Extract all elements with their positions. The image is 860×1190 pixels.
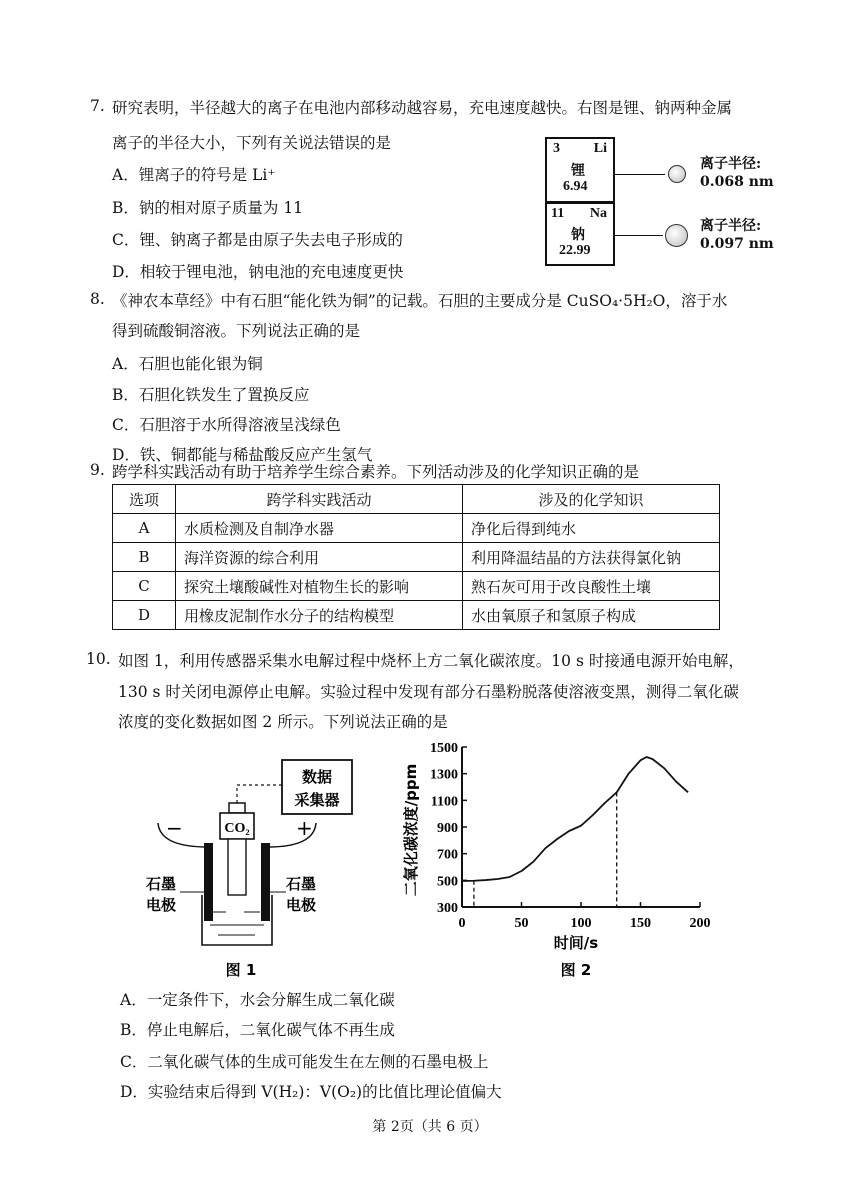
na-radius-label [700, 217, 774, 253]
figure-1-caption: 图 1 [225, 961, 257, 979]
figure-2-caption: 图 2 [560, 961, 592, 979]
li-connector-line [613, 174, 665, 175]
left-graphite-electrode [204, 843, 213, 921]
q8-number: 8. [90, 290, 105, 308]
na-mass: 22.99 [559, 243, 591, 258]
q10-option-b: B．停止电解后，二氧化碳气体不再生成 [120, 1021, 395, 1039]
q8-option-d: D．铁、铜都能与稀盐酸反应产生氢气 [112, 446, 373, 464]
table-cell: 净化后得到纯水 [463, 514, 720, 543]
chart-x-tick-label: 100 [570, 916, 592, 931]
q8-option-c: C．石胆溶于水所得溶液呈浅绿色 [112, 416, 341, 434]
na-radius-title: 离子半径: [700, 218, 762, 234]
q10-number: 10. [86, 650, 111, 668]
table-cell: 水由氧原子和氢原子构成 [463, 601, 720, 630]
q9-stem: 跨学科实践活动有助于培养学生综合素养。下列活动涉及的化学知识正确的是 [112, 463, 640, 481]
table-header-activity: 跨学科实践活动 [176, 485, 463, 514]
sensor-head [229, 803, 245, 813]
chart-x-tick-label: 150 [630, 916, 651, 931]
li-atomic-number: 3 [553, 141, 560, 156]
table-cell: D [113, 601, 176, 630]
table-row [113, 572, 720, 601]
table-row [113, 601, 720, 630]
table-cell: 利用降温结晶的方法获得氯化钠 [463, 543, 720, 572]
q10-option-a: A．一定条件下，水会分解生成二氧化碳 [120, 991, 395, 1009]
q7-option-d: D．相较于锂电池，钠电池的充电速度更快 [112, 263, 404, 281]
li-mass: 6.94 [563, 179, 588, 194]
chart-y-tick-label: 700 [437, 847, 458, 863]
li-name: 锂 [571, 164, 585, 179]
li-radius-value: 0.068 nm [700, 174, 774, 190]
na-ion-circle [665, 224, 688, 247]
table-header-knowledge: 涉及的化学知识 [463, 485, 720, 514]
sensor-cable [237, 785, 282, 803]
collector-label-2: 采集器 [294, 791, 340, 809]
minus-sign: − [166, 816, 183, 840]
chart-y-tick-label: 900 [437, 821, 458, 836]
q8-option-a: A．石胆也能化银为铜 [112, 355, 263, 373]
table-cell: C [113, 572, 176, 601]
na-radius-value: 0.097 nm [700, 236, 774, 252]
table-cell: 水质检测及自制净水器 [176, 514, 463, 543]
q8-stem-line2: 得到硫酸铜溶液。下列说法正确的是 [112, 322, 361, 340]
na-atomic-number: 11 [551, 206, 565, 221]
chart-x-axis-label: 时间/s [553, 934, 599, 952]
chart-x-tick-label: 0 [458, 916, 466, 931]
chart-y-tick-label: 1500 [430, 741, 458, 756]
lithium-element-card [545, 137, 615, 203]
right-electrode-label-1: 石墨 [286, 875, 317, 893]
q7-stem-line2: 离子的半径大小，下列有关说法错误的是 [112, 134, 392, 152]
page-footer: 第 2页（共 6 页） [372, 1119, 488, 1135]
q10-option-c: C．二氧化碳气体的生成可能发生在左侧的石墨电极上 [120, 1053, 489, 1071]
figure-2-co2-chart [398, 735, 728, 985]
q7-option-c: C．锂、钠离子都是由原子失去电子形成的 [112, 231, 403, 249]
chart-y-tick-label: 1100 [430, 794, 458, 810]
table-row [113, 543, 720, 572]
li-radius-title: 离子半径: [700, 156, 762, 172]
q9-number: 9. [90, 461, 105, 479]
chart-y-tick-label: 300 [437, 901, 458, 916]
chart-x-tick-label: 50 [514, 916, 529, 931]
collector-label-1: 数据 [301, 768, 333, 786]
li-ion-circle [668, 165, 686, 183]
co2-sensor-label: CO₂ [224, 821, 250, 836]
q7-option-a: A．锂离子的符号是 Li⁺ [112, 166, 276, 184]
table-header-row [113, 485, 720, 514]
chart-y-tick-label: 1300 [430, 767, 458, 783]
table-cell: 探究土壤酸碱性对植物生长的影响 [176, 572, 463, 601]
chart-x-tick-label: 200 [689, 916, 711, 931]
na-symbol: Na [589, 206, 607, 221]
left-electrode-label-2: 电极 [146, 896, 177, 914]
q7-stem-line1: 研究表明，半径越大的离子在电池内部移动越容易，充电速度越快。右图是锂、钠两种金属 [112, 99, 733, 117]
na-name: 钠 [571, 228, 585, 243]
q7-option-b: B．钠的相对原子质量为 11 [112, 199, 304, 217]
q7-number: 7. [90, 97, 105, 115]
q10-stem-line2: 130 s 时关闭电源停止电解。实验过程中发现有部分石墨粉脱落使溶液变黑，测得二氧化碳 [118, 683, 739, 701]
na-connector-line [613, 235, 663, 236]
plus-sign: + [296, 816, 313, 840]
sodium-element-card [545, 202, 615, 266]
q8-stem-line1: 《神农本草经》中有石胆“能化铁为铜”的记载。石胆的主要成分是 CuSO₄·5H₂O，溶于水 [112, 292, 728, 310]
q8-option-b: B．石胆化铁发生了置换反应 [112, 386, 310, 404]
q10-stem-line1: 如图 1，利用传感器采集水电解过程中烧杯上方二氧化碳浓度。10 s 时接通电源开始电解， [118, 652, 744, 670]
chart-y-tick-label: 500 [437, 874, 458, 890]
q10-stem-line3: 浓度的变化数据如图 2 所示。下列说法正确的是 [118, 713, 448, 731]
table-cell: A [113, 514, 176, 543]
table-cell: 用橡皮泥制作水分子的结构模型 [176, 601, 463, 630]
left-electrode-label-1: 石墨 [146, 875, 177, 893]
right-graphite-electrode [261, 843, 270, 921]
table-header-option: 选项 [113, 485, 176, 514]
li-radius-label [700, 155, 774, 191]
li-symbol: Li [593, 141, 607, 156]
q10-option-d: D．实验结束后得到 V(H₂)：V(O₂)的比值比理论值偏大 [120, 1083, 502, 1101]
table-cell: B [113, 543, 176, 572]
chart-series-line [462, 757, 688, 881]
table-row [113, 514, 720, 543]
figure-1-apparatus [140, 755, 400, 985]
right-electrode-label-2: 电极 [286, 896, 317, 914]
table-cell: 海洋资源的综合利用 [176, 543, 463, 572]
chart-y-axis-label: 二氧化碳浓度/ppm [402, 763, 420, 897]
q9-table [112, 484, 720, 630]
sensor-probe [228, 839, 246, 895]
table-cell: 熟石灰可用于改良酸性土壤 [463, 572, 720, 601]
